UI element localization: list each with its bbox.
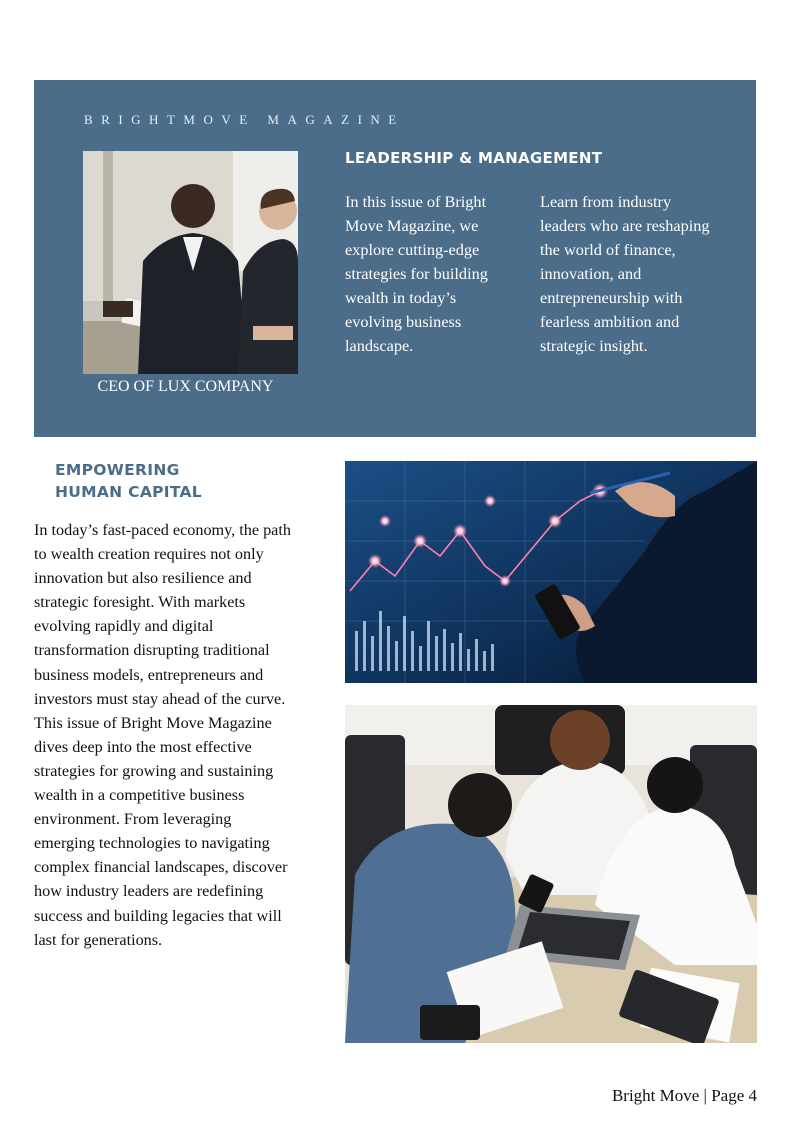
page-footer: Bright Move | Page 4 xyxy=(611,1086,757,1105)
section-heading-empowering xyxy=(55,459,202,503)
heading-line-2: HUMAN CAPITAL xyxy=(55,483,202,501)
magazine-masthead: BRIGHTMOVE MAGAZINE xyxy=(84,112,405,127)
intro-column-1: In this issue of Bright Move Magazine, we explore cutting-edge strategies for building wealth in today’s evolving business landscape. xyxy=(345,192,488,355)
team-meeting-photo xyxy=(345,705,757,1043)
heading-line-1: EMPOWERING xyxy=(55,461,180,479)
financial-chart-photo xyxy=(345,461,757,683)
article-body: In today’s fast-paced economy, the path to wealth creation requires not only innovation but also resilience and strategic foresight. With markets evolving rapidly and digital transformation disrupting traditional business models, entrepreneurs and investors must stay ahead of the curve. This issue of Bright Move Magazine dives deep into the most effective strategies for growing and sustaining wealth in a competitive business environment. From leveraging emerging technologies to navigating complex financial landscapes, discover how industry leaders are redefining success and building legacies that will last for generations. xyxy=(34,521,291,949)
photo-caption: CEO OF LUX COMPANY xyxy=(97,378,274,395)
intro-column-2: Learn from industry leaders who are reshaping the world of finance, innovation, and entrepreneurship with fearless ambition and strategic insight. xyxy=(540,192,710,355)
section-heading-leadership: LEADERSHIP & MANAGEMENT xyxy=(345,149,603,167)
ceo-photo xyxy=(83,151,298,374)
